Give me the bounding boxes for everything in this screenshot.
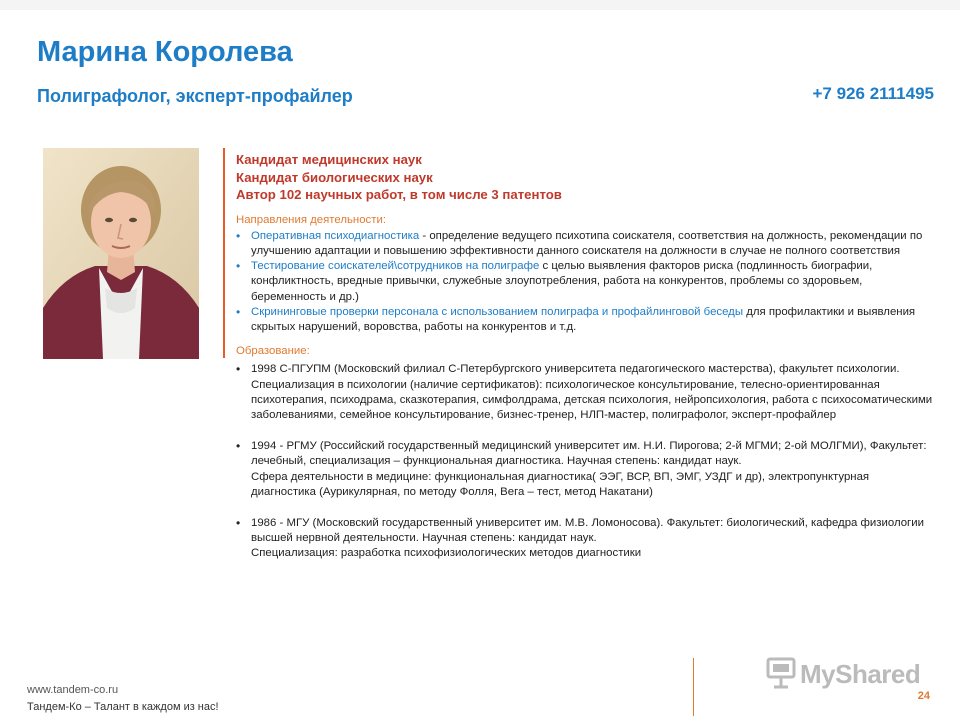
activity-highlight: Тестирование соискателей\сотрудников на полиграфе [251,260,540,273]
education-list [236,362,936,561]
footer-divider [693,658,694,716]
activity-highlight: Оперативная психодиагностика [251,229,420,242]
top-bar [0,0,960,10]
list-item: • 1998 С-ПГУПМ (Московский филиал С-Петербургского университета педагогического мастерства), факультет психологии. Специализация в психологии (наличие сертификатов): психологическое консультирование, телесно-ориентированная психотерапия, психодрама, сказкотерапия, симфолдрама, детская психология, нейропсихология, работа с психосоматическими заболеваниями, семейное консультирование, бизнес-тренер, НЛП-мастер, полиграфолог, эксперт-профайлер [236,362,936,423]
watermark-text: MyShared [800,659,921,689]
portrait-photo [43,148,199,359]
page-number: 24 [917,690,930,702]
presentation-board-icon [766,657,796,689]
page-title: Марина Королева [37,36,293,68]
footer-website[interactable]: www.tandem-co.ru [27,684,119,696]
activity-text: для профилактики и выявления скрытых нарушений, воровства, работы на конкурентов и т.д. [251,305,916,333]
education-heading: Образование: [236,345,310,358]
profile-content [236,151,936,562]
activity-highlight: Скрининговые проверки персонала с использованием полиграфа и профайлинговой беседы [251,305,744,318]
page-subtitle: Полиграфолог, эксперт-профайлер [37,86,353,106]
publications-summary: Автор 102 научных работ, в том числе 3 патентов [236,187,562,202]
list-item [236,305,936,335]
list-item: • 1986 - МГУ (Московский государственный университет им. М.В. Ломоносова). Факультет: биологический, кафедра физиологии высшей нервной деятельности. Научная степень: кандидат наук. Специализация: разработка психофизиологических методов диагностики [236,516,936,562]
list-item [236,259,936,305]
activities-heading: Направления деятельности: [236,213,386,226]
degree-biological: Кандидат биологических наук [236,169,433,185]
phone-number: +7 926 2111495 [812,84,934,103]
activity-text: с целью выявления факторов риска (подлинность биографии, конфликтность, вредные привычки, служебные злоупотребления, работа на конкурентов, проблемы со здоровьем, беременность и др.) [251,260,873,303]
degree-medical: Кандидат медицинских наук [236,152,422,167]
activities-list [236,229,936,335]
list-item: • 1994 - РГМУ (Российский государственный медицинский университет им. Н.И. Пирогова; 2-й МГМИ; 2-ой МОЛГМИ), Факультет: лечебный, специализация – функциональная диагностика. Научная степень: кандидат наук. Сфера деятельности в медицине: функциональная диагностика( ЭЭГ, ВСР, ВП, ЭМГ, УЗДГ и др), электропунктурная диагностика (Аурикулярная, по методу Фолля, Вега – тест, метод Накатани) [236,439,936,500]
accent-divider [223,148,225,358]
list-item [236,229,936,259]
footer-slogan: Тандем-Ко – Талант в каждом из нас! [27,701,219,713]
activity-text: - определение ведущего психотипа соискателя, соответствия на должность, рекомендации по улучшению адаптации и повышению эффективности данного соискателя на должности в случае не полного соответствия [251,229,923,257]
